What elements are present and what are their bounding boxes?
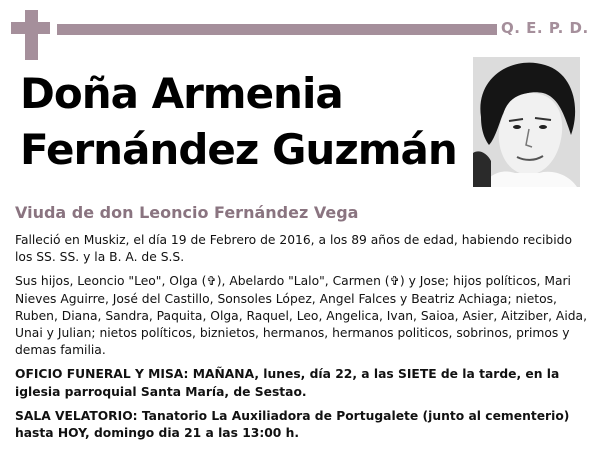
- deceased-name: [20, 66, 457, 178]
- cross-icon: [25, 10, 38, 60]
- deceased-name-line1: Doña Armenia: [20, 69, 343, 118]
- cross-icon-bar: [11, 22, 50, 34]
- qepd-label: Q. E. P. D.: [501, 19, 589, 37]
- portrait-illustration: [473, 57, 580, 187]
- deceased-name-line2: Fernández Guzmán: [20, 125, 457, 174]
- funeral-paragraph: OFICIO FUNERAL Y MISA: MAÑANA, lunes, día 22, a las SIETE de la tarde, en la iglesia parroquial Santa María, de Sestao.: [15, 367, 560, 399]
- family-paragraph: Sus hijos, Leoncio "Leo", Olga (✞), Abelardo "Lalo", Carmen (✞) y Jose; hijos políticos, Mari Nieves Aguirre, José del Castillo, Sonsoles López, Angel Falces y Beatriz Achiaga; nietos, Ruben, Diana, Sandra, Paquita, Olga, Raquel, Leo, Angelica, Ivan, Saioa, Asier, Aitziber, Aida, Unai y Julian; nietos políticos, biznietos, hermanos, hermanos politicos, sobrinos, primos y demas familia.: [15, 274, 588, 358]
- widow-subtitle: Viuda de don Leoncio Fernández Vega: [15, 203, 359, 222]
- header-divider: [57, 24, 497, 35]
- obituary-body: [15, 232, 587, 449]
- death-paragraph: Falleció en Muskiz, el día 19 de Febrero de 2016, a los 89 años de edad, habiendo recibido los SS. SS. y la B. A. de S.S.: [15, 233, 572, 265]
- portrait-photo: [473, 57, 580, 187]
- wake-paragraph: SALA VELATORIO: Tanatorio La Auxiliadora de Portugalete (junto al cementerio) hasta HOY, domingo dia 21 a las 13:00 h.: [15, 408, 570, 441]
